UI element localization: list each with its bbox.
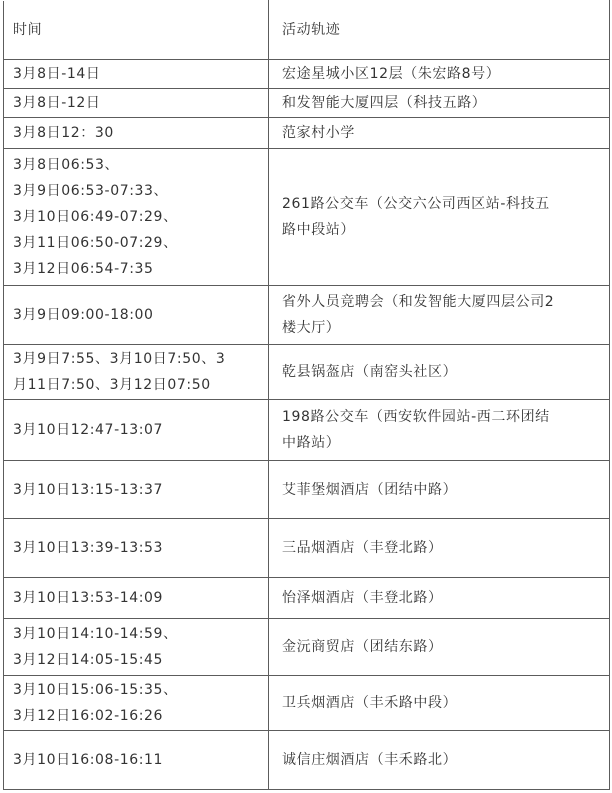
activity-table — [3, 0, 610, 790]
time-cell-line: 3月12日16:02-16:26 — [13, 708, 164, 724]
track-cell-line: 261路公交车（公交六公司西区站-科技五 — [282, 196, 550, 212]
time-cell-line: 3月10日06:49-07:29、 — [13, 209, 178, 225]
track-cell-line: 怡泽烟酒店（丰登北路） — [282, 590, 443, 606]
track-cell — [269, 578, 610, 619]
track-cell — [269, 676, 610, 731]
table-row — [4, 519, 610, 578]
time-cell — [4, 578, 269, 619]
time-cell-line: 3月8日12：30 — [13, 125, 114, 141]
header-time: 时间 — [4, 1, 269, 60]
time-cell — [4, 89, 269, 118]
time-cell — [4, 461, 269, 519]
time-cell-line: 3月11日06:50-07:29、 — [13, 235, 178, 251]
track-cell-line: 诚信庄烟酒店（丰禾路北） — [282, 752, 458, 768]
time-cell-line: 3月10日13:53-14:09 — [13, 590, 164, 606]
time-cell — [4, 731, 269, 790]
track-cell-line: 198路公交车（西安软件园站-西二环团结 — [282, 409, 550, 425]
track-cell-line: 乾县锅盔店（南窑头社区） — [282, 364, 458, 380]
table-row — [4, 731, 610, 790]
time-cell-line: 3月10日16:08-16:11 — [13, 752, 164, 768]
track-cell-line: 范家村小学 — [282, 125, 355, 141]
time-cell-line: 3月10日13:39-13:53 — [13, 540, 164, 556]
time-cell-line: 3月8日-14日 — [13, 66, 101, 82]
track-cell-line: 金沅商贸店（团结东路） — [282, 639, 443, 655]
table-row — [4, 118, 610, 149]
table-row — [4, 619, 610, 676]
time-cell — [4, 676, 269, 731]
track-cell — [269, 60, 610, 89]
track-cell — [269, 89, 610, 118]
track-cell — [269, 118, 610, 149]
time-cell-line: 3月9日7:55、3月10日7:50、3 — [13, 351, 226, 367]
table-row — [4, 676, 610, 731]
table-row — [4, 89, 610, 118]
time-cell — [4, 619, 269, 676]
time-cell — [4, 60, 269, 89]
track-cell — [269, 400, 610, 461]
time-cell — [4, 118, 269, 149]
time-cell-line: 3月12日06:54-7:35 — [13, 261, 154, 277]
track-cell — [269, 619, 610, 676]
time-cell-line: 3月9日09:00-18:00 — [13, 307, 154, 323]
table-header-row — [4, 1, 610, 60]
time-cell — [4, 519, 269, 578]
table-row — [4, 149, 610, 286]
time-cell — [4, 286, 269, 345]
time-cell — [4, 400, 269, 461]
track-cell-line: 三品烟酒店（丰登北路） — [282, 540, 443, 556]
time-cell-line: 3月10日14:10-14:59、 — [13, 626, 178, 642]
time-cell — [4, 345, 269, 400]
time-cell-line: 3月10日15:06-15:35、 — [13, 682, 178, 698]
time-cell — [4, 149, 269, 286]
table-row — [4, 345, 610, 400]
track-cell-line: 艾菲堡烟酒店（团结中路） — [282, 481, 458, 498]
time-cell-line: 3月12日14:05-15:45 — [13, 652, 164, 668]
table-row — [4, 461, 610, 519]
header-track: 活动轨迹 — [269, 1, 610, 60]
time-cell-line: 月11日7:50、3月12日07:50 — [13, 377, 211, 393]
time-cell-line: 3月8日06:53、 — [13, 157, 120, 173]
time-cell-line: 3月9日06:53-07:33、 — [13, 183, 169, 199]
table-row — [4, 400, 610, 461]
time-cell-line: 3月10日13:15-13:37 — [13, 481, 164, 498]
time-cell-line: 3月10日12:47-13:07 — [13, 422, 164, 438]
track-cell-line: 楼大厅） — [282, 320, 341, 336]
track-cell — [269, 519, 610, 578]
track-cell-line: 宏途星城小区12层（朱宏路8号） — [282, 66, 501, 82]
table-row — [4, 60, 610, 89]
table-row — [4, 578, 610, 619]
table-body — [4, 1, 610, 790]
track-cell — [269, 149, 610, 286]
track-cell-line: 中路站） — [282, 435, 341, 451]
track-cell-line: 省外人员竞聘会（和发智能大厦四层公司2 — [282, 294, 555, 310]
track-cell-line: 路中段站） — [282, 222, 355, 238]
track-cell-line: 和发智能大厦四层（科技五路） — [282, 95, 487, 111]
table-row — [4, 286, 610, 345]
track-cell — [269, 286, 610, 345]
track-cell-line: 卫兵烟酒店（丰禾路中段） — [282, 695, 458, 711]
track-cell — [269, 461, 610, 519]
track-cell — [269, 345, 610, 400]
time-cell-line: 3月8日-12日 — [13, 95, 101, 111]
track-cell — [269, 731, 610, 790]
